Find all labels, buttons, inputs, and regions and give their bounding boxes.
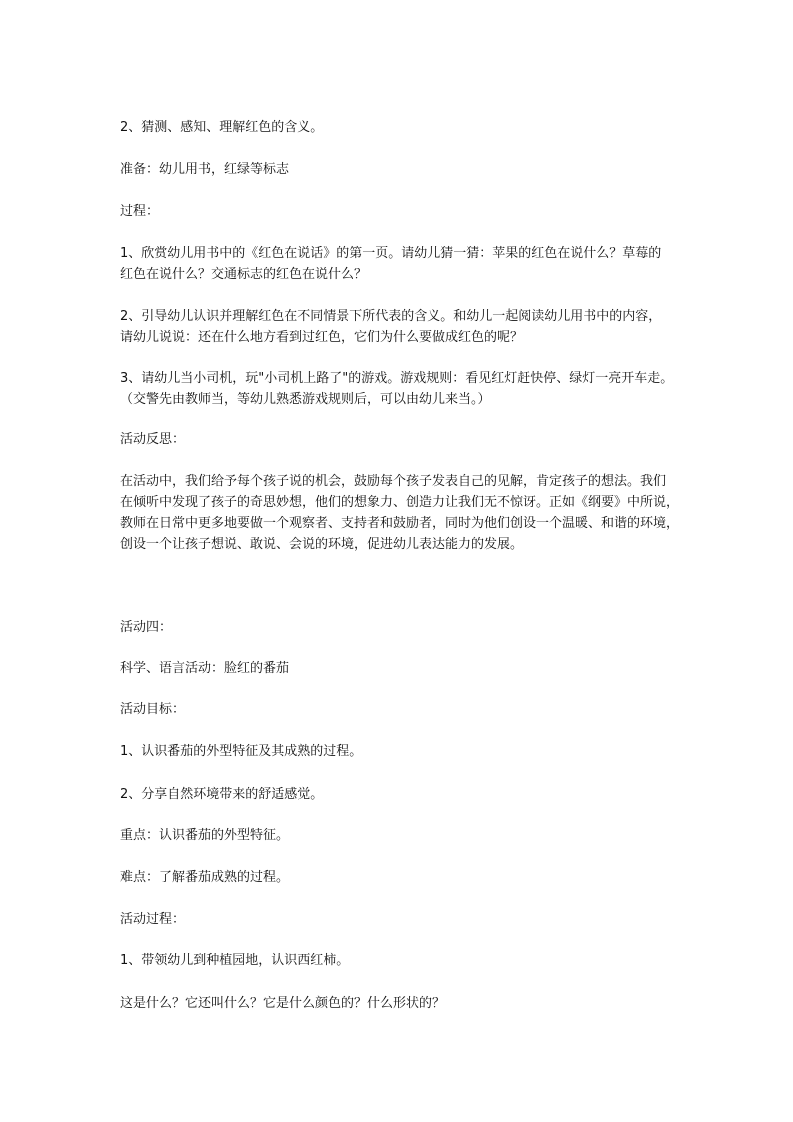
paragraph-reflection-heading xyxy=(120,429,680,450)
paragraph-difficulty xyxy=(120,867,680,888)
text-line: 红色在说什么？交通标志的红色在说什么？ xyxy=(120,267,368,282)
text-line: 科学、语言活动：脸红的番茄 xyxy=(120,661,290,676)
paragraph-activity-title xyxy=(120,658,680,679)
paragraph-goal-2 xyxy=(120,117,680,138)
text-line: 创设一个让孩子想说、敢说、会说的环境，促进幼儿表达能力的发展。 xyxy=(120,537,524,552)
text-line: 2、分享自然环境带来的舒适感觉。 xyxy=(120,787,324,802)
paragraph-goals-heading xyxy=(120,699,680,720)
text-line: 重点：认识番茄的外型特征。 xyxy=(120,828,290,843)
paragraph-questions xyxy=(120,993,680,1014)
paragraph-activity-4-heading xyxy=(120,617,680,638)
paragraph-goal-1 xyxy=(120,741,680,762)
paragraph-goal-2b xyxy=(120,784,680,805)
paragraph-activity-step-1 xyxy=(120,950,680,971)
text-line: 1、带领幼儿到种植园地，认识西红柿。 xyxy=(120,953,350,968)
paragraph-process-step-2 xyxy=(120,306,680,348)
text-line: 过程： xyxy=(120,204,160,219)
text-line: 3、请幼儿当小司机，玩"小司机上路了"的游戏。游戏规则：看见红灯赶快停、绿灯一亮开车走。 xyxy=(120,371,674,386)
text-line: （交警先由教师当，等幼儿熟悉游戏规则后，可以由幼儿来当。） xyxy=(120,392,491,407)
text-line: 请幼儿说说：还在什么地方看到过红色，它们为什么要做成红色的呢？ xyxy=(120,330,524,345)
paragraph-activity-process-heading xyxy=(120,909,680,930)
text-line: 活动过程： xyxy=(120,912,186,927)
text-line: 在活动中，我们给予每个孩子说的机会，鼓励每个孩子发表自己的见解，肯定孩子的想法。我们 xyxy=(120,474,667,489)
text-line: 教师在日常中更多地要做一个观察者、支持者和鼓励者，同时为他们创设一个温暖、和谐的环境， xyxy=(120,516,680,531)
text-line: 活动反思： xyxy=(120,432,186,447)
paragraph-reflection-body xyxy=(120,471,680,555)
text-line: 2、猜测、感知、理解红色的含义。 xyxy=(120,120,324,135)
paragraph-process-heading xyxy=(120,201,680,222)
text-line: 活动目标： xyxy=(120,702,186,717)
text-line: 1、认识番茄的外型特征及其成熟的过程。 xyxy=(120,744,363,759)
paragraph-preparation xyxy=(120,159,680,180)
paragraph-process-step-1 xyxy=(120,243,680,285)
text-line: 在倾听中发现了孩子的奇思妙想，他们的想象力、创造力让我们无不惊讶。正如《纲要》中所说， xyxy=(120,495,680,510)
text-line: 活动四： xyxy=(120,620,173,635)
text-line: 准备：幼儿用书，红绿等标志 xyxy=(120,162,290,177)
text-line: 这是什么？它还叫什么？它是什么颜色的？什么形状的？ xyxy=(120,996,446,1011)
text-line: 1、欣赏幼儿用书中的《红色在说话》的第一页。请幼儿猜一猜：苹果的红色在说什么？草莓的 xyxy=(120,246,662,261)
text-line: 难点：了解番茄成熟的过程。 xyxy=(120,870,290,885)
paragraph-key-point xyxy=(120,825,680,846)
text-line: 2、引导幼儿认识并理解红色在不同情景下所代表的含义。和幼儿一起阅读幼儿用书中的内容， xyxy=(120,309,662,324)
paragraph-process-step-3 xyxy=(120,368,680,410)
